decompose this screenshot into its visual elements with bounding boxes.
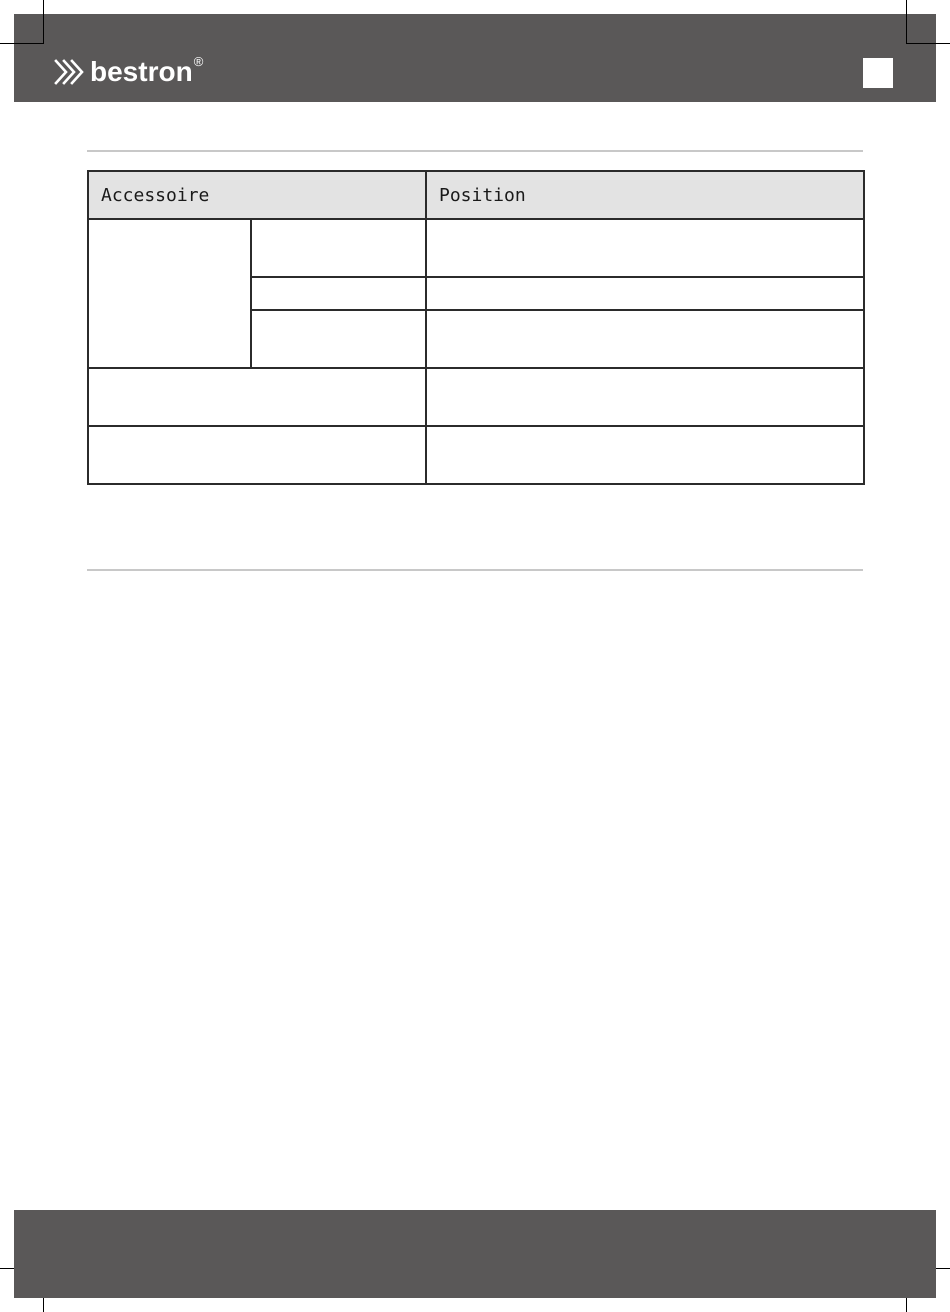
crop-mark [906,43,950,44]
position-cell [426,277,864,310]
position-cell [426,219,864,277]
accessory-group-cell [88,219,251,368]
brand-name: bestron [90,56,193,87]
registered-mark: ® [193,54,204,69]
column-header-position: Position [426,171,864,219]
chevrons-logo-icon [52,55,86,89]
column-header-accessory: Accessoire [88,171,426,219]
brand-logo [52,52,203,92]
accessory-cell [88,368,426,426]
position-cell [426,368,864,426]
crop-mark [906,0,907,44]
position-cell [426,426,864,484]
section-rule-bottom [87,569,863,571]
table-row [88,426,864,484]
table-row [88,219,864,277]
accessory-position-table [87,170,865,485]
position-cell [426,310,864,368]
accessory-sub-cell [251,219,426,277]
table-row [88,368,864,426]
section-rule-top [87,150,863,152]
crop-mark [43,0,44,44]
crop-mark [0,43,44,44]
footer-band [14,1210,936,1298]
accessory-cell [88,426,426,484]
language-badge [863,58,893,88]
accessory-sub-cell [251,310,426,368]
accessory-sub-cell [251,277,426,310]
table-header-row [88,171,864,219]
